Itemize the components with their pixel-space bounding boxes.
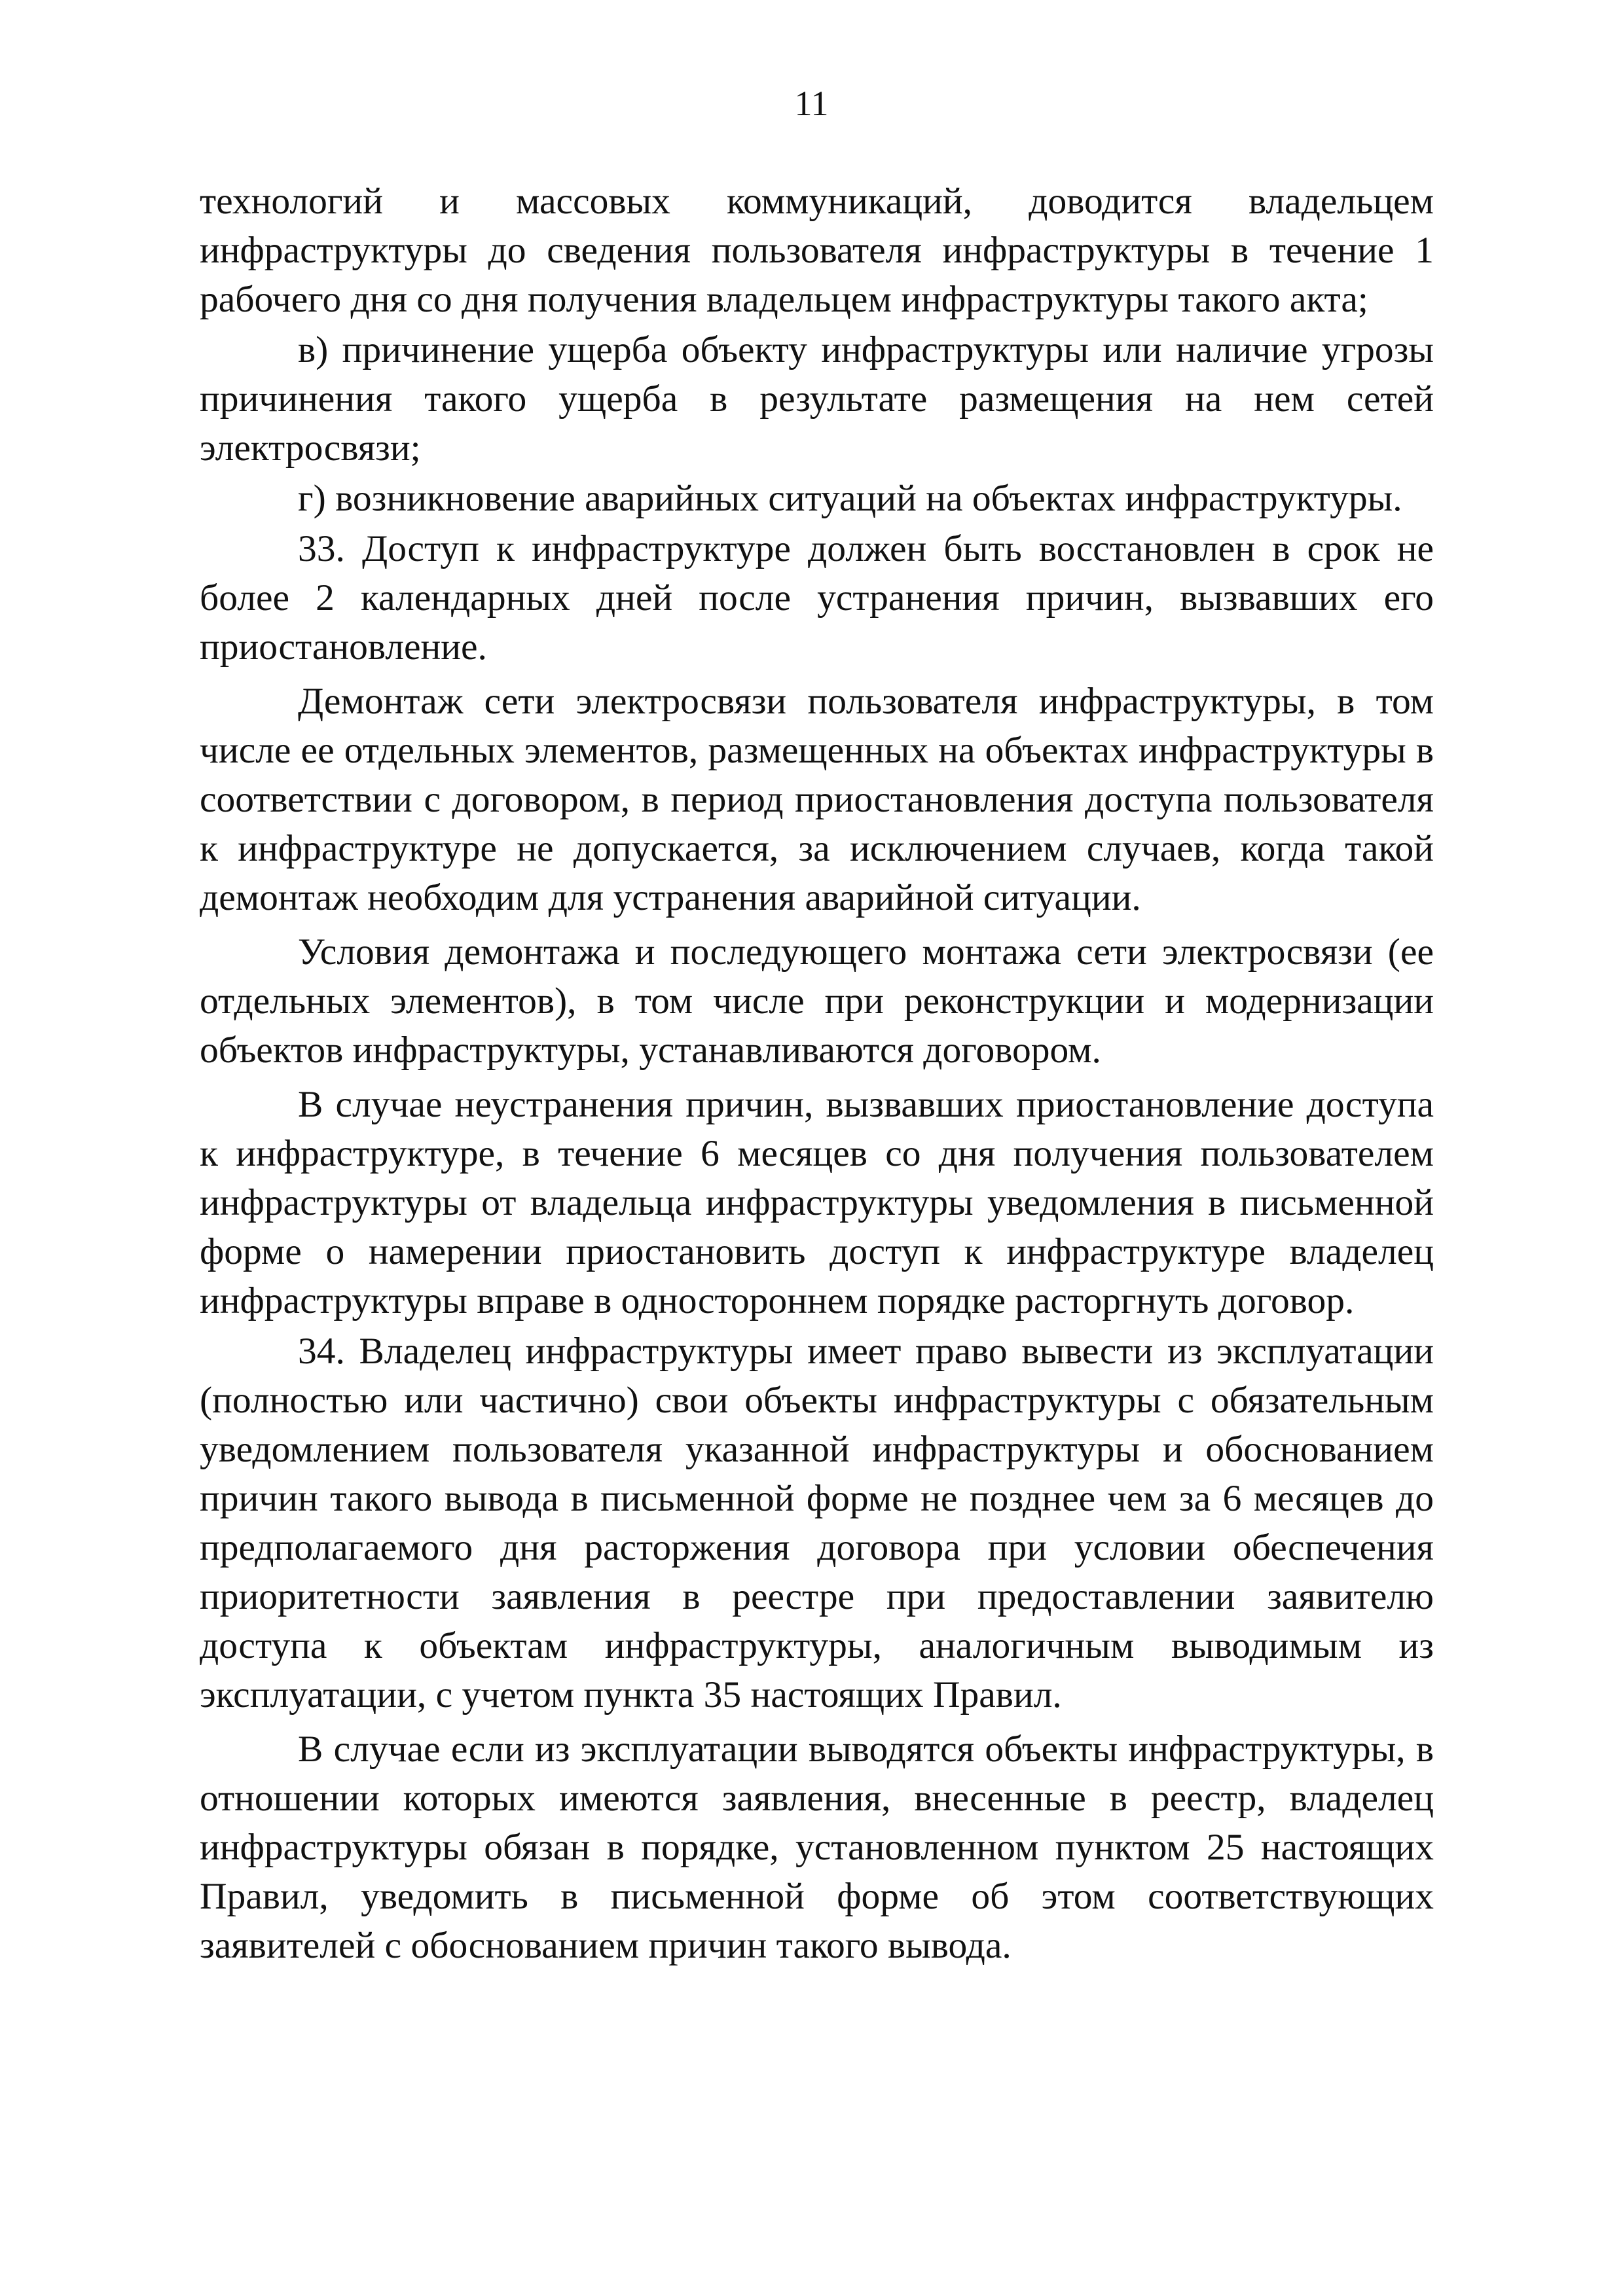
paragraph-clause-34: 34. Владелец инфраструктуры имеет право вывести из эксплуатации (полностью или частично) свои объекты инфраструктуры с обязательным уведомлением пользователя указанной инфраструктуры и обоснованием причин такого вывода в письменной форме не позднее чем за 6 месяцев до предполагаемого дня расторжения договора при условии обеспечения приоритетности заявления в реестре при предоставлении заявителю доступа к объектам инфраструктуры, аналогичным выводимым из эксплуатации, с учетом пункта 35 настоящих Правил. <box>200 1331 1434 1715</box>
page-number: 11 <box>794 84 829 123</box>
paragraph-clause-33: 33. Доступ к инфраструктуре должен быть восстановлен в срок не более 2 календарных дней после устранения причин, вызвавших его приостановление. <box>200 528 1434 668</box>
document-body <box>200 177 1434 1970</box>
paragraph-notification: В случае если из эксплуатации выводятся объекты инфраструктуры, в отношении которых имеются заявления, внесенные в реестр, владелец инфраструктуры обязан в порядке, установленном пунктом 25 настоящих Правил, уведомить в письменной форме об этом соответствующих заявителей с обоснованием причин такого вывода. <box>200 1729 1434 1966</box>
paragraph-continuation: технологий и массовых коммуникаций, доводится владельцем инфраструктуры до сведения пользователя инфраструктуры в течение 1 рабочего дня со дня получения владельцем инфраструктуры такого акта; <box>200 181 1434 320</box>
paragraph-item-v: в) причинение ущерба объекту инфраструктуры или наличие угрозы причинения такого ущерба в результате размещения на нем сетей электросвязи; <box>200 329 1434 469</box>
paragraph-dismantling-conditions: Условия демонтажа и последующего монтажа сети электросвязи (ее отдельных элементов), в том числе при реконструкции и модернизации объектов инфраструктуры, устанавливаются договором. <box>200 931 1434 1071</box>
paragraph-item-g: г) возникновение аварийных ситуаций на объектах инфраструктуры. <box>298 478 1402 519</box>
paragraph-dismantling: Демонтаж сети электросвязи пользователя инфраструктуры, в том числе ее отдельных элементов, размещенных на объектах инфраструктуры в соответствии с договором, в период приостановления доступа пользователя к инфраструктуре не допускается, за исключением случаев, когда такой демонтаж необходим для устранения аварийной ситуации. <box>200 681 1434 918</box>
paragraph-termination: В случае неустранения причин, вызвавших приостановление доступа к инфраструктуре, в течение 6 месяцев со дня получения пользователем инфраструктуры от владельца инфраструктуры уведомления в письменной форме о намерении приостановить доступ к инфраструктуре владелец инфраструктуры вправе в одностороннем порядке расторгнуть договор. <box>200 1084 1434 1321</box>
